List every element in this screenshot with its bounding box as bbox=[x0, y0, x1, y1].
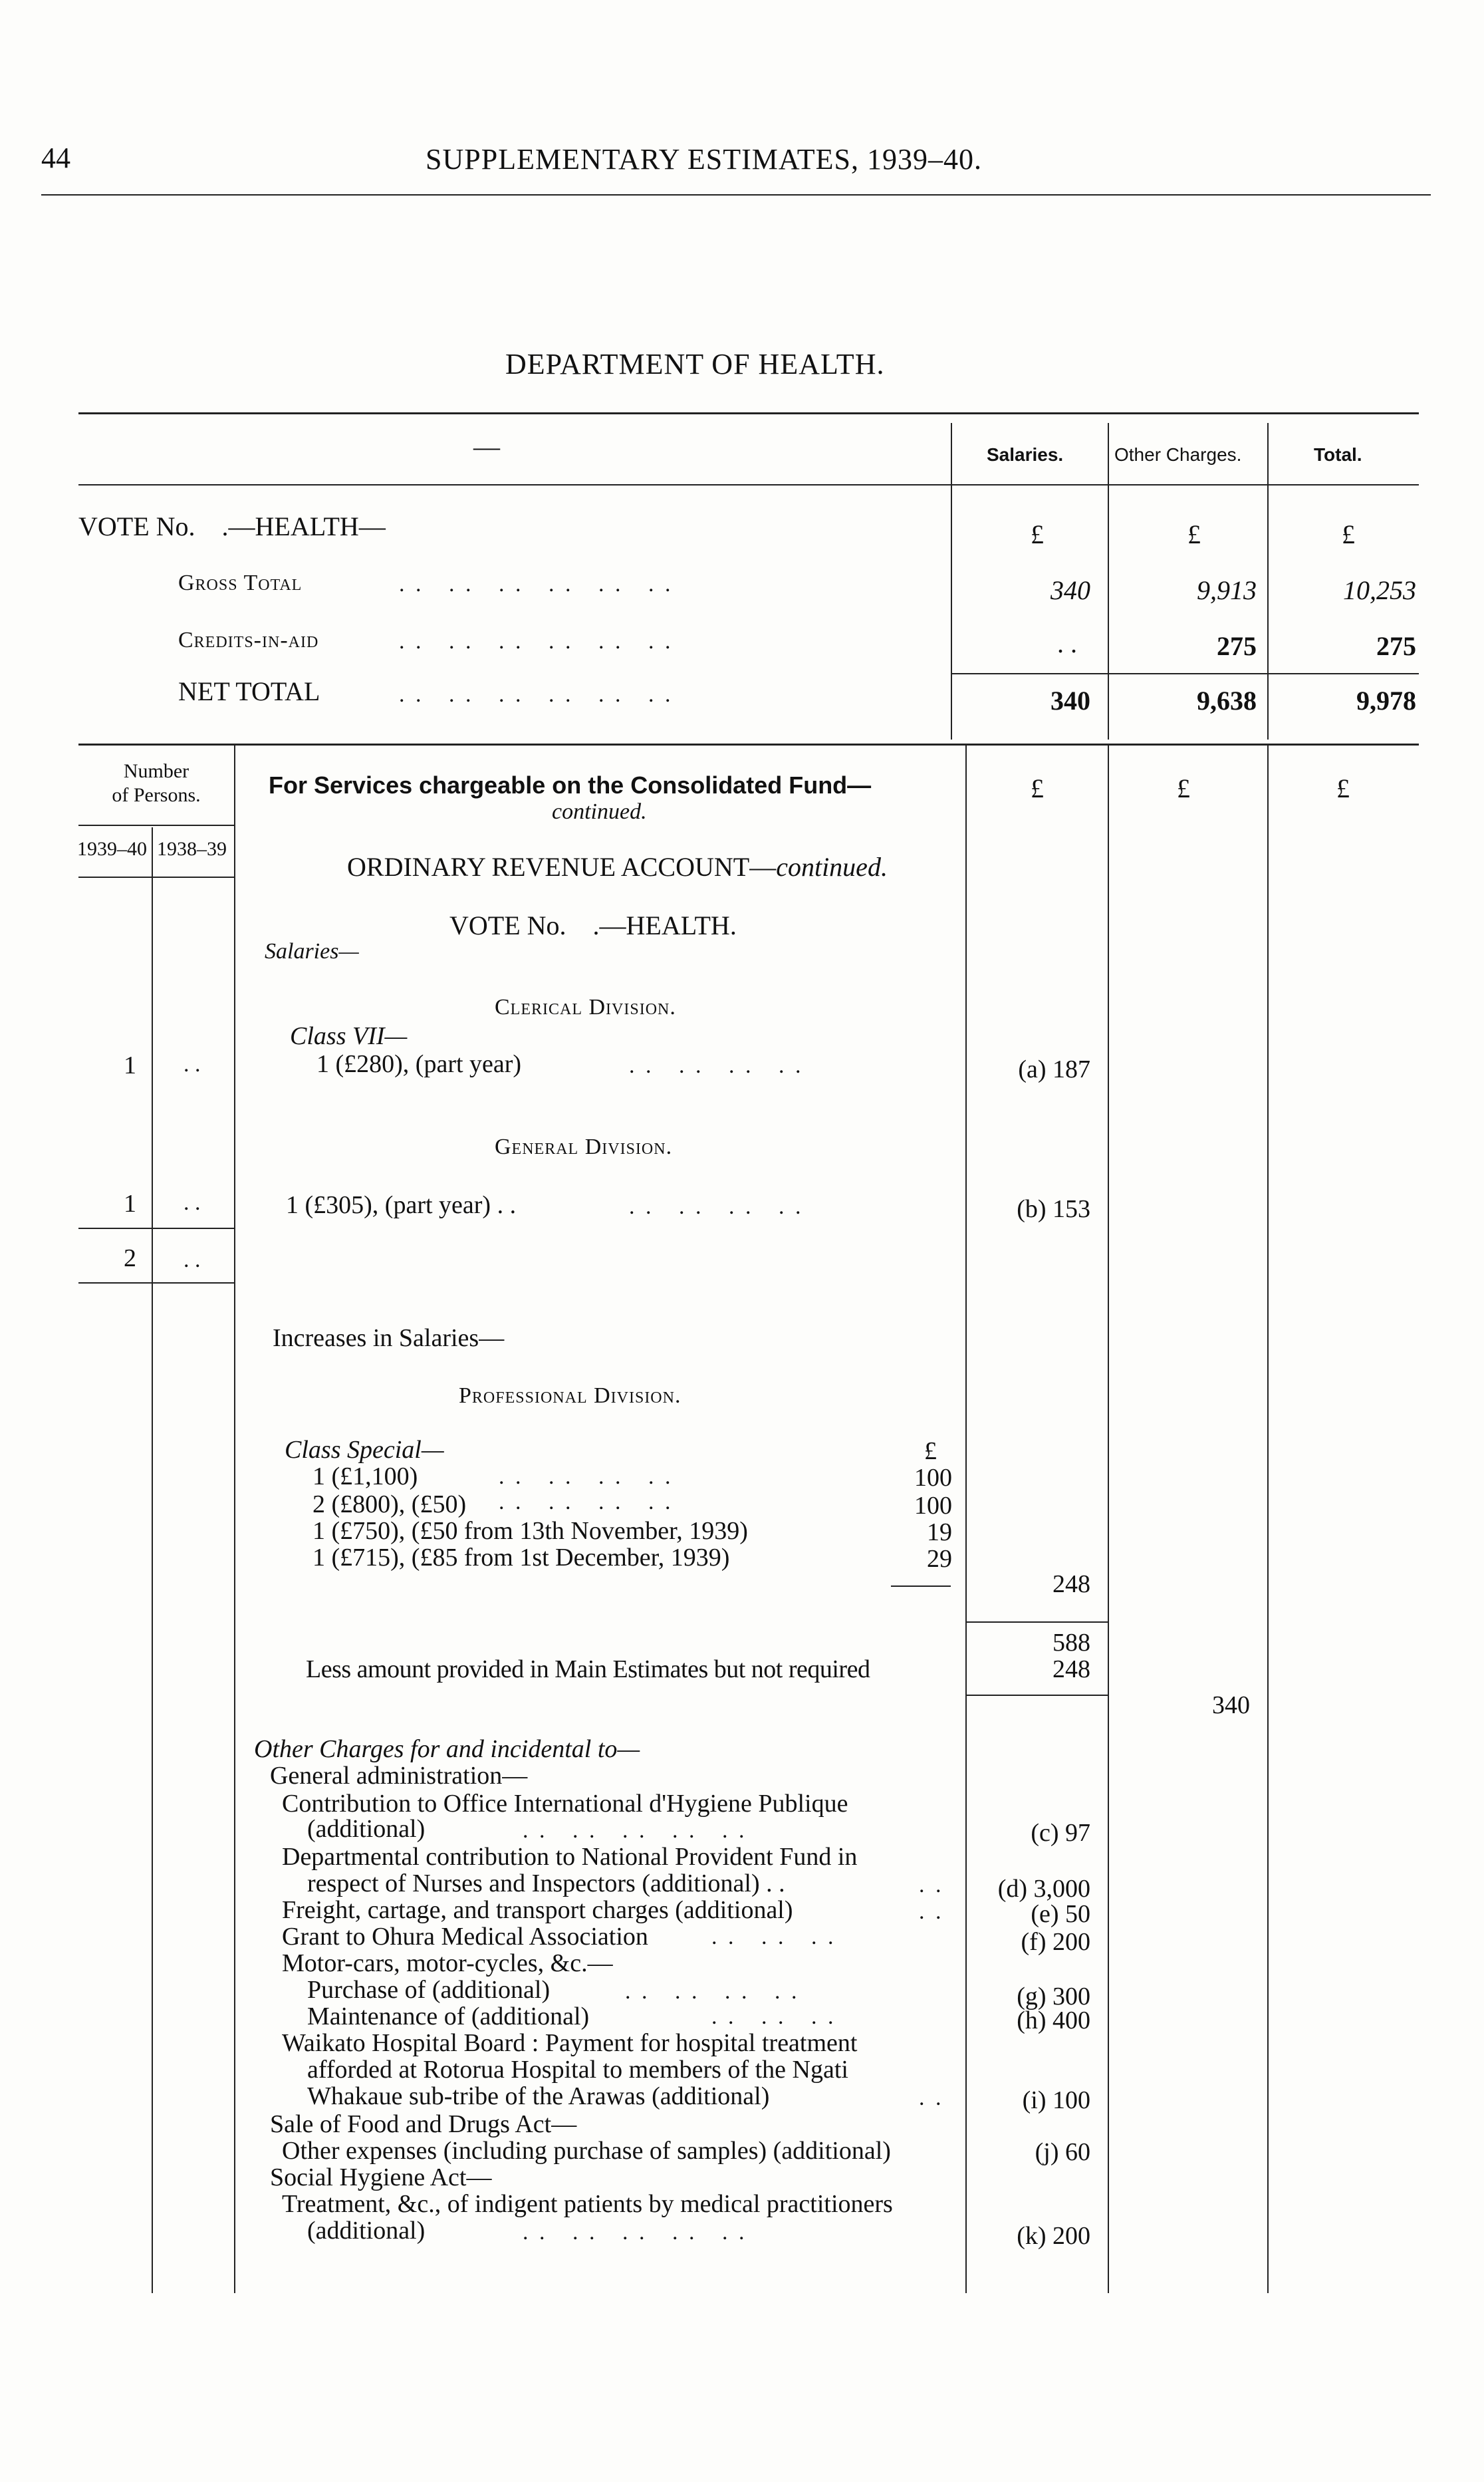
persons-year2: 1938–39 bbox=[157, 838, 227, 860]
persons-header-rule bbox=[78, 825, 234, 826]
increases-label: Increases in Salaries— bbox=[273, 1324, 505, 1352]
net-total-rule bbox=[951, 673, 1419, 674]
salaries-label: Salaries— bbox=[265, 939, 359, 964]
vote-line: VOTE No. .—HEALTH— bbox=[78, 511, 386, 541]
class-vii: Class VII— bbox=[290, 1022, 408, 1050]
motor-item-2-text: Maintenance of (additional) bbox=[307, 2002, 590, 2030]
vote-health: VOTE No. .—HEALTH. bbox=[449, 910, 737, 940]
ordinary-revenue bbox=[347, 851, 888, 883]
other-item-4-value: (f) 200 bbox=[1021, 1928, 1090, 1956]
net-total-label: NET TOTAL bbox=[178, 676, 320, 706]
waikato-value: (i) 100 bbox=[1022, 2086, 1090, 2114]
persons-row-2-b: . . bbox=[184, 1190, 201, 1215]
other-item-1-line-2: (additional) bbox=[307, 1815, 426, 1843]
net-total-salaries: 340 bbox=[1051, 686, 1090, 716]
subtotal-588: 588 bbox=[1052, 1629, 1090, 1657]
motor-heading: Motor-cars, motor-cycles, &c.— bbox=[282, 1949, 613, 1977]
clerical-item-dots: . . . . . . . . bbox=[629, 1053, 804, 1078]
other-item-1-dots: . . . . . . . . . . bbox=[523, 1818, 747, 1843]
services-continued: continued. bbox=[552, 799, 647, 824]
main-currency-salaries: £ bbox=[1031, 773, 1044, 803]
persons-row-3-b: . . bbox=[184, 1248, 201, 1272]
other-item-2-line-1: Departmental contribution to National Provident Fund in bbox=[282, 1843, 858, 1871]
credits-dots: . . . . . . . . . . . . bbox=[399, 629, 674, 654]
top-table-dash: — bbox=[473, 432, 500, 462]
col-header-salaries: Salaries. bbox=[987, 444, 1064, 465]
persons-year1: 1939–40 bbox=[77, 838, 147, 860]
general-item-dots: . . . . . . . . bbox=[629, 1194, 804, 1219]
clerical-item-value: (a) 187 bbox=[1018, 1055, 1090, 1083]
top-rule-v2 bbox=[1108, 423, 1109, 740]
food-item-value: (j) 60 bbox=[1035, 2138, 1090, 2166]
less-value: 248 bbox=[1052, 1655, 1090, 1683]
header-rule bbox=[41, 194, 1431, 196]
general-admin: General administration— bbox=[270, 1762, 528, 1790]
other-item-2-line-2: respect of Nurses and Inspectors (additional) . . bbox=[307, 1869, 785, 1897]
salaries-net-other: 340 bbox=[1212, 1691, 1250, 1719]
food-act: Sale of Food and Drugs Act— bbox=[270, 2110, 577, 2138]
other-item-3-value: (e) 50 bbox=[1031, 1900, 1090, 1928]
ordinary-revenue-label: ORDINARY REVENUE ACCOUNT— bbox=[347, 852, 777, 882]
other-item-1-line-1: Contribution to Office International d'Hygiene Publique bbox=[282, 1790, 848, 1818]
main-rule-year-split bbox=[152, 827, 153, 2293]
less-rule bbox=[965, 1695, 1108, 1696]
social-line-1: Treatment, &c., of indigent patients by medical practitioners bbox=[282, 2190, 893, 2218]
special-item-1-text: 1 (£1,100) bbox=[312, 1462, 418, 1490]
other-item-4-dots: . . . . . . bbox=[711, 1925, 836, 1949]
gross-total-label: Gross Total bbox=[178, 571, 303, 595]
special-item-2-dots: . . . . . . . . bbox=[499, 1490, 674, 1514]
social-value: (k) 200 bbox=[1017, 2222, 1090, 2250]
top-table-rule-top bbox=[78, 412, 1419, 414]
other-item-3-dots: . . bbox=[919, 1899, 944, 1924]
special-currency: £ bbox=[924, 1437, 937, 1465]
persons-row-3-a: 2 bbox=[124, 1244, 136, 1272]
social-act: Social Hygiene Act— bbox=[270, 2163, 492, 2191]
professional-division: Professional Division. bbox=[459, 1383, 681, 1408]
net-total-total: 9,978 bbox=[1356, 686, 1416, 716]
clerical-division: Clerical Division. bbox=[495, 995, 676, 1020]
persons-header: Number of Persons. bbox=[112, 760, 201, 806]
persons-row-1-a: 1 bbox=[124, 1051, 136, 1079]
net-total-other: 9,638 bbox=[1197, 686, 1257, 716]
waikato-dots: . . bbox=[919, 2086, 944, 2110]
other-charges-heading: Other Charges for and incidental to— bbox=[254, 1735, 640, 1763]
persons-subtotal-rule bbox=[78, 1228, 234, 1229]
special-item-3-value: 19 bbox=[927, 1518, 952, 1546]
other-item-3-text: Freight, cartage, and transport charges (additional) bbox=[282, 1896, 793, 1924]
special-rule bbox=[891, 1586, 951, 1587]
persons-row-2-a: 1 bbox=[124, 1190, 136, 1218]
main-table-rule-top bbox=[78, 744, 1419, 746]
running-title: SUPPLEMENTARY ESTIMATES, 1939–40. bbox=[426, 143, 983, 176]
currency-salaries: £ bbox=[1031, 519, 1044, 549]
ordinary-revenue-continued: continued. bbox=[776, 852, 888, 882]
motor-item-1-value: (g) 300 bbox=[1017, 1983, 1090, 2010]
waikato-line-1: Waikato Hospital Board : Payment for hospital treatment bbox=[282, 2029, 858, 2057]
col-header-total: Total. bbox=[1314, 444, 1362, 465]
department-title: DEPARTMENT OF HEALTH. bbox=[505, 348, 885, 380]
services-heading: For Services chargeable on the Consolidated Fund— bbox=[269, 771, 872, 799]
persons-year-rule bbox=[78, 877, 234, 878]
waikato-line-2: afforded at Rotorua Hospital to members of the Ngati bbox=[307, 2056, 848, 2084]
class-special: Class Special— bbox=[285, 1436, 444, 1464]
top-rule-v1 bbox=[951, 423, 952, 740]
special-item-4-value: 29 bbox=[927, 1545, 952, 1573]
less-label: Less amount provided in Main Estimates but not required bbox=[306, 1655, 870, 1683]
page-number: 44 bbox=[41, 142, 70, 174]
main-rule-total bbox=[1267, 744, 1269, 2293]
gross-total-total: 10,253 bbox=[1343, 575, 1416, 605]
top-table-rule-header bbox=[78, 484, 1419, 485]
motor-item-2-value: (h) 400 bbox=[1017, 2006, 1090, 2034]
main-rule-other bbox=[1108, 744, 1109, 2293]
special-item-2-value: 100 bbox=[914, 1492, 952, 1520]
special-item-3-text: 1 (£750), (£50 from 13th November, 1939) bbox=[312, 1517, 748, 1545]
other-item-4-text: Grant to Ohura Medical Association bbox=[282, 1923, 648, 1951]
main-currency-other: £ bbox=[1177, 773, 1190, 803]
gross-total-other: 9,913 bbox=[1197, 575, 1257, 605]
general-item-text: 1 (£305), (part year) . . bbox=[286, 1191, 517, 1219]
special-item-1-dots: . . . . . . . . bbox=[499, 1464, 674, 1489]
credits-other: 275 bbox=[1217, 631, 1257, 661]
currency-other: £ bbox=[1187, 519, 1201, 549]
other-item-2-value: (d) 3,000 bbox=[997, 1875, 1090, 1903]
top-rule-v3 bbox=[1267, 423, 1269, 740]
col-header-other: Other Charges. bbox=[1114, 444, 1242, 465]
social-line-2: (additional) bbox=[307, 2217, 426, 2245]
credits-total: 275 bbox=[1376, 631, 1416, 661]
motor-item-2-dots: . . . . . . bbox=[711, 2004, 836, 2029]
currency-total: £ bbox=[1342, 519, 1355, 549]
special-item-1-value: 100 bbox=[914, 1464, 952, 1492]
waikato-line-3: Whakaue sub-tribe of the Arawas (additional) bbox=[307, 2082, 770, 2110]
net-total-dots: . . . . . . . . . . . . bbox=[399, 682, 674, 707]
special-total: 248 bbox=[1052, 1570, 1090, 1598]
special-item-2-text: 2 (£800), (£50) bbox=[312, 1490, 467, 1518]
subtotal-rule bbox=[965, 1621, 1108, 1623]
gross-total-salaries: 340 bbox=[1051, 575, 1090, 605]
other-item-2-dots: . . bbox=[919, 1873, 944, 1897]
main-rule-persons bbox=[234, 744, 235, 2293]
other-item-1-value: (c) 97 bbox=[1031, 1819, 1090, 1847]
food-item-text: Other expenses (including purchase of samples) (additional) bbox=[282, 2137, 891, 2165]
gross-total-dots: . . . . . . . . . . . . bbox=[399, 572, 674, 597]
general-division: General Division. bbox=[495, 1135, 673, 1159]
credits-label: Credits-in-aid bbox=[178, 628, 319, 652]
clerical-item-text: 1 (£280), (part year) bbox=[316, 1050, 522, 1078]
motor-item-1-text: Purchase of (additional) bbox=[307, 1976, 551, 2004]
special-item-4-text: 1 (£715), (£85 from 1st December, 1939) bbox=[312, 1544, 730, 1572]
general-item-value: (b) 153 bbox=[1017, 1195, 1090, 1223]
motor-item-1-dots: . . . . . . . . bbox=[625, 1979, 800, 2004]
persons-row-1-b: . . bbox=[184, 1052, 201, 1077]
persons-total-rule bbox=[78, 1282, 234, 1284]
credits-salaries: . . bbox=[1057, 628, 1077, 658]
main-rule-salaries bbox=[965, 744, 967, 2293]
main-currency-total: £ bbox=[1336, 773, 1350, 803]
social-dots: . . . . . . . . . . bbox=[523, 2220, 747, 2245]
